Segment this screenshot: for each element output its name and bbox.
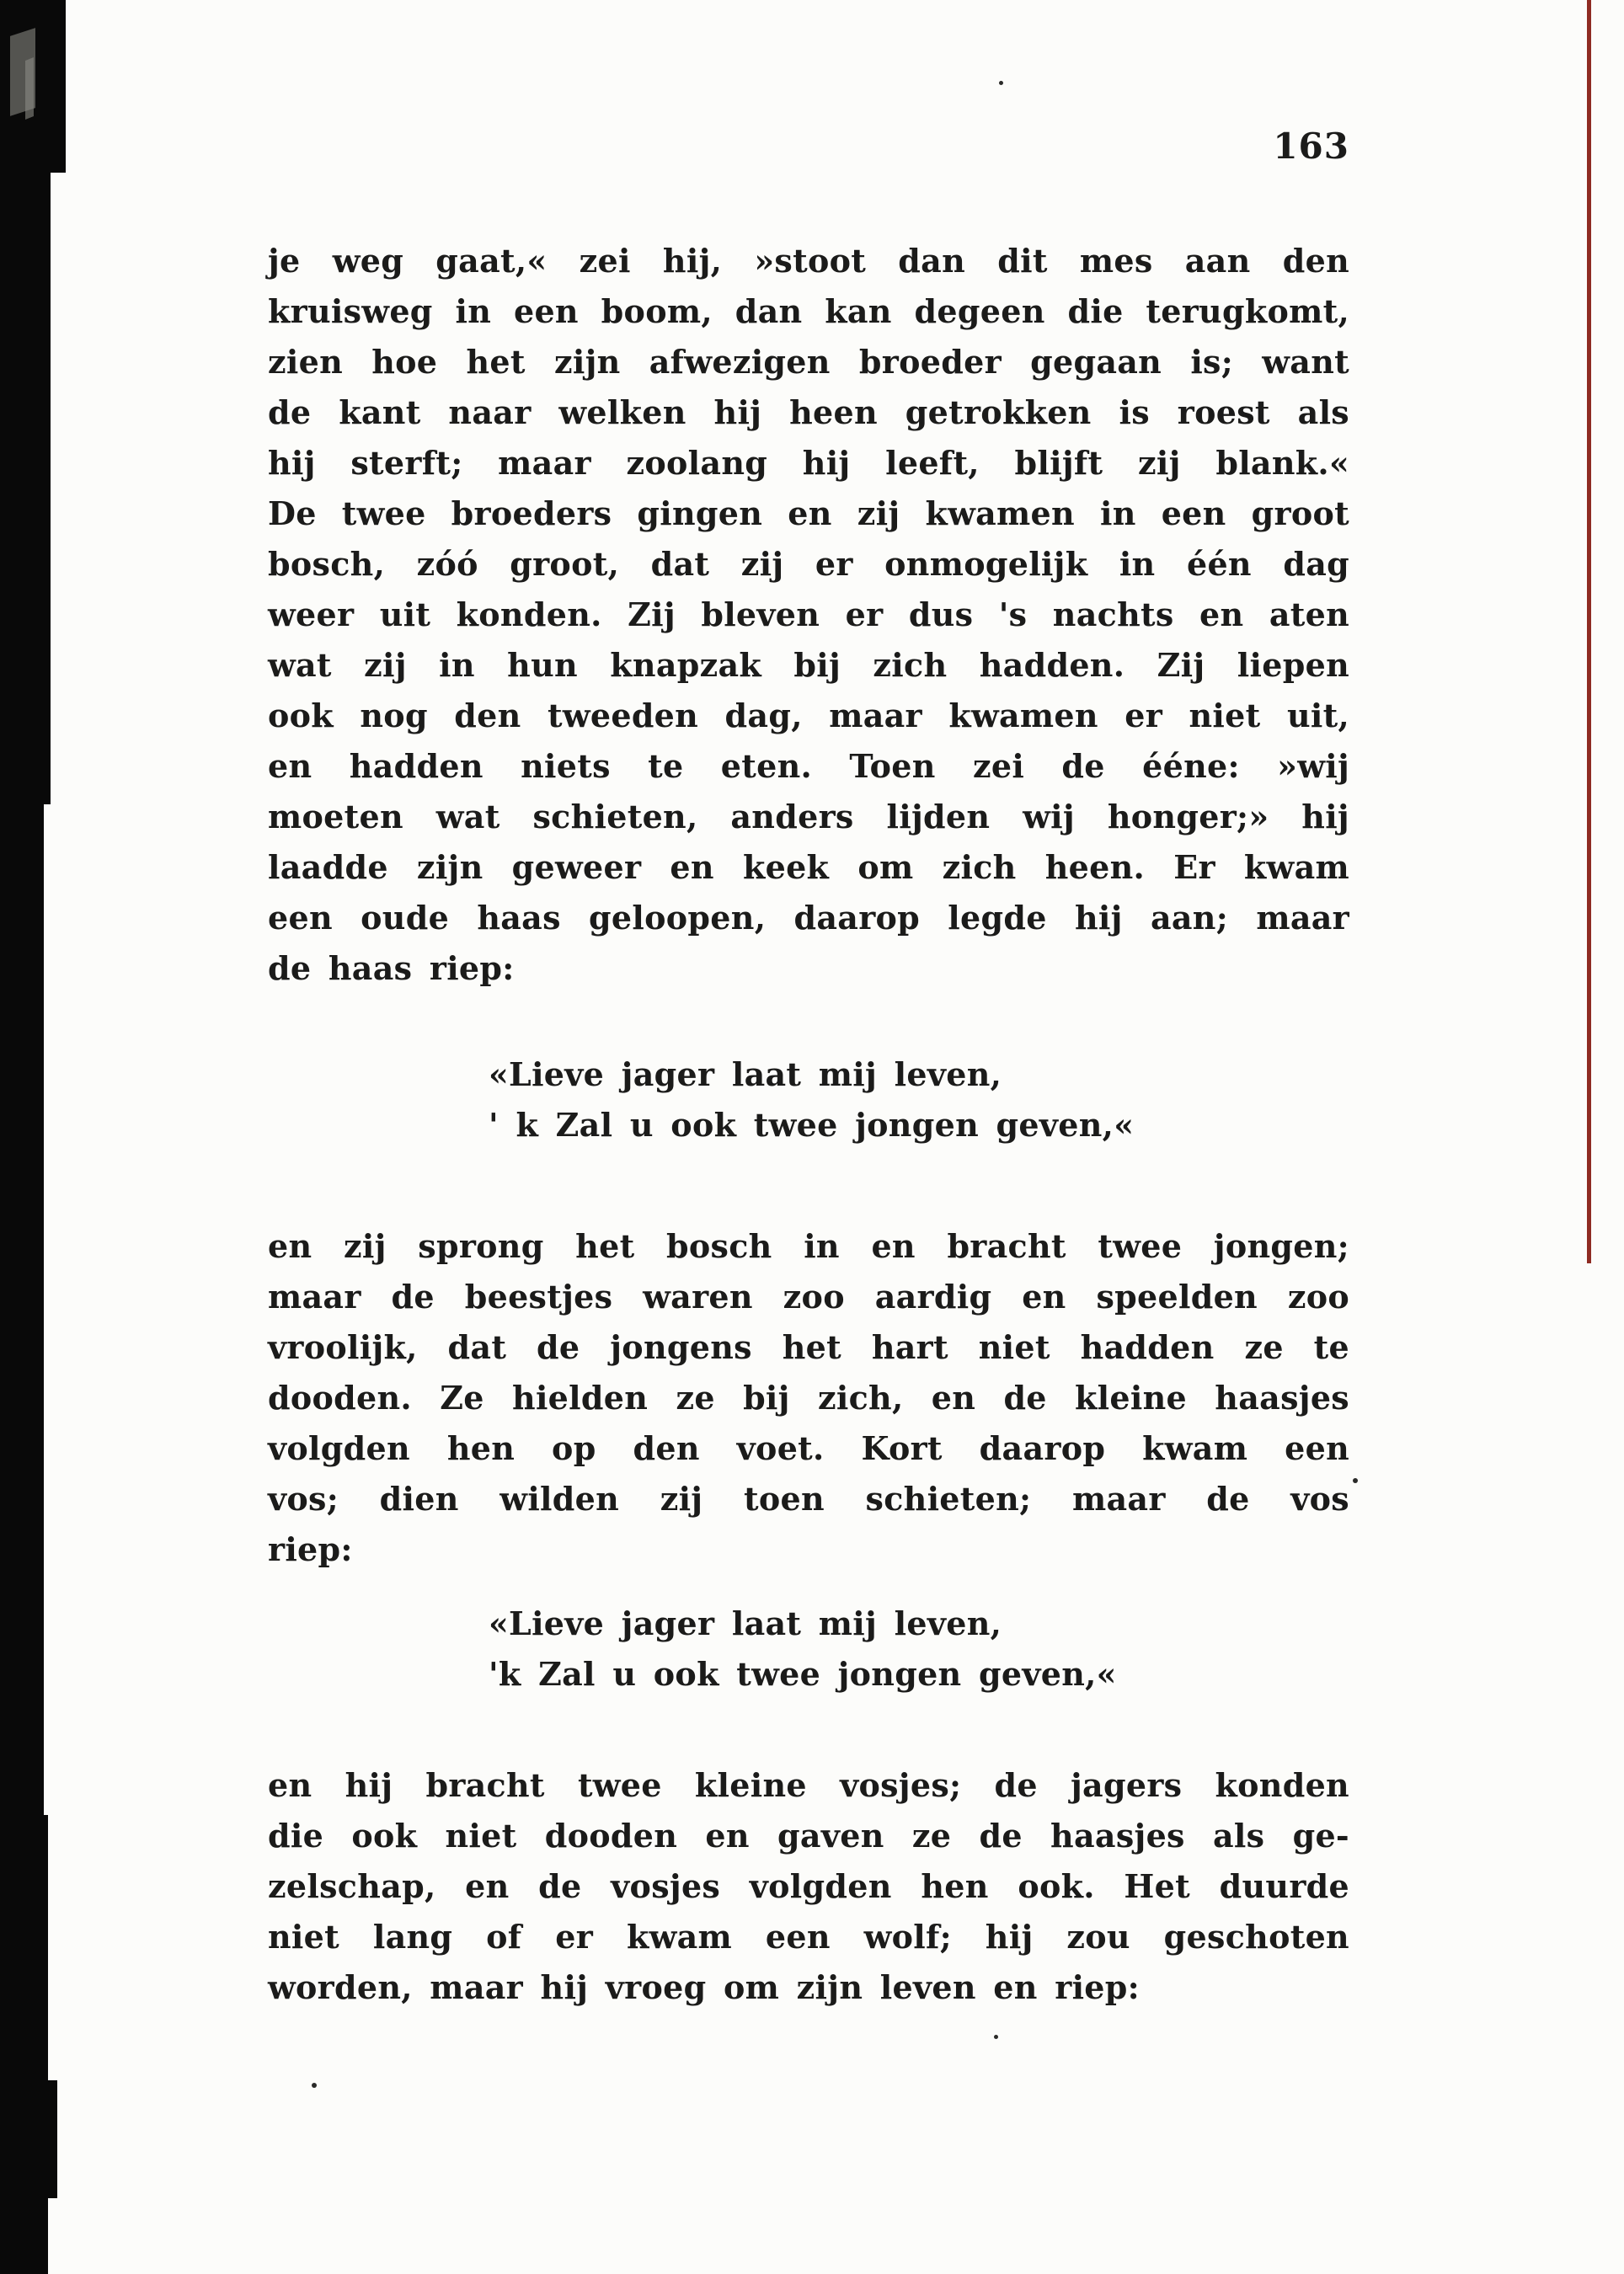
text-line: worden, maar hij vroeg om zijn leven en riep:: [268, 1968, 1140, 2006]
verse-2: [489, 1599, 1349, 1700]
red-margin-line: [1587, 0, 1591, 1263]
scan-speck: [1353, 1478, 1358, 1483]
text-line: weer uit konden. Zij bleven er dus 's nachts en aten: [268, 595, 1349, 633]
text-line: volgden hen op den voet. Kort daarop kwam een: [268, 1429, 1349, 1467]
text-line: je weg gaat,« zei hij, »stoot dan dit mes aan den: [268, 242, 1349, 280]
text-line: vroolijk, dat de jongens het hart niet hadden ze te: [268, 1328, 1349, 1366]
scan-edge-strip: [0, 173, 51, 804]
page-number: 163: [1273, 125, 1349, 167]
text-line: niet lang of er kwam een wolf; hij zou geschoten: [268, 1918, 1349, 1956]
paragraph-3: [268, 1760, 1349, 2013]
scan-edge-strip: [0, 2080, 57, 2198]
text-line: «Lieve jager laat mij leven,: [489, 1055, 1002, 1093]
text-column: [268, 126, 1349, 2013]
text-line: zelschap, en de vosjes volgden hen ook. Het duurde: [268, 1867, 1349, 1905]
text-line: moeten wat schieten, anders lijden wij honger;» hij: [268, 798, 1349, 835]
scan-speck: [999, 81, 1003, 85]
text-line: en zij sprong het bosch in en bracht twee jongen;: [268, 1227, 1349, 1265]
text-line: ook nog den tweeden dag, maar kwamen er niet uit,: [268, 697, 1349, 734]
text-line: laadde zijn geweer en keek om zich heen. Er kwam: [268, 848, 1349, 886]
text-line: die ook niet dooden en gaven ze de haasjes als ge-: [268, 1817, 1349, 1855]
scan-speck: [312, 2083, 317, 2088]
text-line: riep:: [268, 1530, 353, 1568]
text-line: 'k Zal u ook twee jongen geven,«: [489, 1655, 1117, 1693]
scan-edge-strip: [0, 804, 44, 1815]
text-line: zien hoe het zijn afwezigen broeder gegaan is; want: [268, 343, 1349, 381]
text-line: hij sterft; maar zoolang hij leeft, blijft zij blank.«: [268, 444, 1349, 482]
text-line: wat zij in hun knapzak bij zich hadden. Zij liepen: [268, 646, 1349, 684]
text-line: ' k Zal u ook twee jongen geven,«: [489, 1106, 1135, 1144]
verse-1: [489, 1049, 1349, 1150]
text-line: de kant naar welken hij heen getrokken is roest als: [268, 393, 1349, 431]
text-line: kruisweg in een boom, dan kan degeen die terugkomt,: [268, 292, 1349, 330]
text-line: De twee broeders gingen en zij kwamen in een groot: [268, 494, 1349, 532]
scan-edge-strip: [0, 1815, 48, 2274]
text-line: bosch, zóó groot, dat zij er onmogelijk in één dag: [268, 545, 1349, 583]
text-line: «Lieve jager laat mij leven,: [489, 1604, 1002, 1642]
text-line: dooden. Ze hielden ze bij zich, en de kleine haasjes: [268, 1379, 1349, 1417]
text-line: en hij bracht twee kleine vosjes; de jagers konden: [268, 1766, 1349, 1804]
scan-speck: [994, 2035, 998, 2039]
text-line: een oude haas geloopen, daarop legde hij aan; maar: [268, 899, 1349, 937]
scan-edge-highlight: [25, 57, 34, 120]
paragraph-2: [268, 1221, 1349, 1575]
paragraph-1: [268, 236, 1349, 994]
text-line: en hadden niets te eten. Toen zei de ééne: »wij: [268, 747, 1349, 785]
text-line: vos; dien wilden zij toen schieten; maar de vos: [268, 1480, 1349, 1518]
text-line: maar de beestjes waren zoo aardig en speelden zoo: [268, 1278, 1349, 1316]
text-line: de haas riep:: [268, 949, 515, 987]
